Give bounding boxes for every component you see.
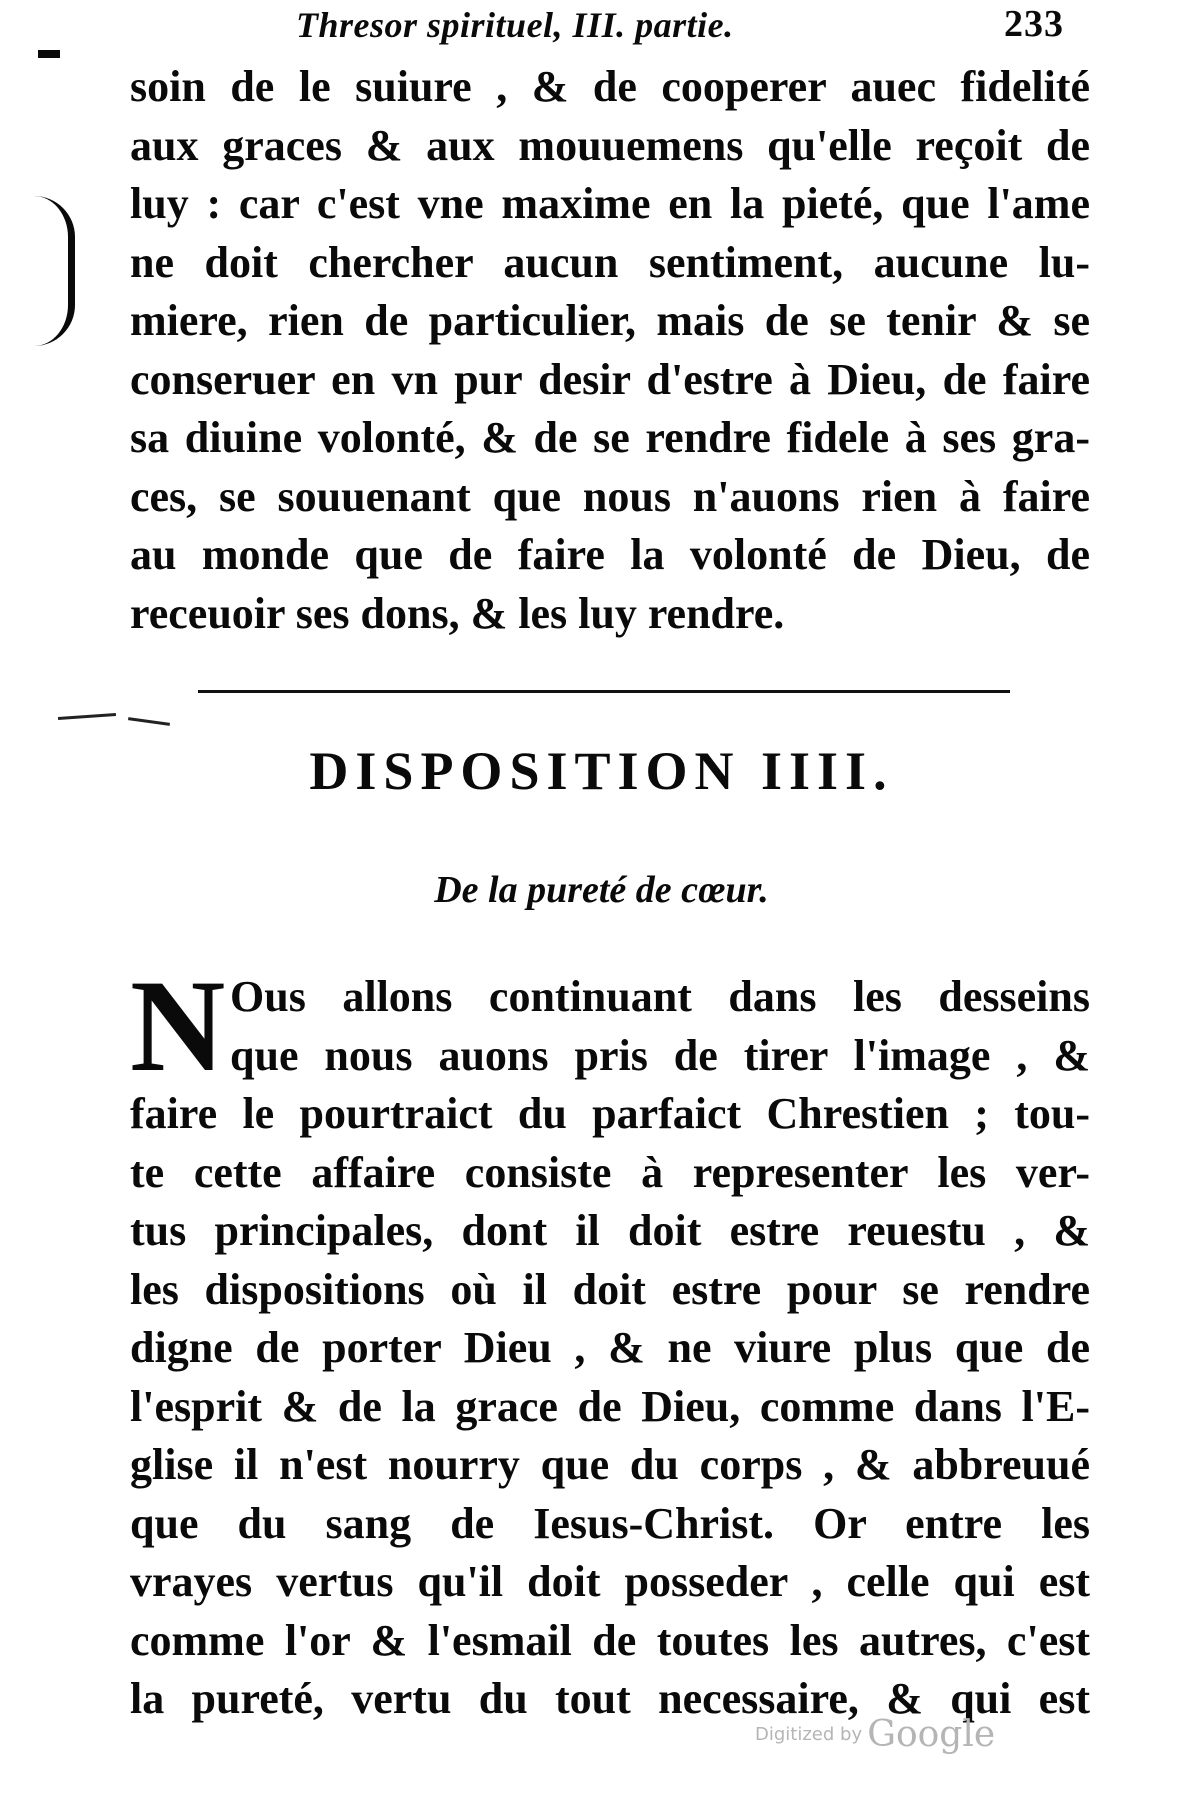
- text-line: receuoir ses dons, & les luy rendre.: [130, 588, 785, 638]
- text-line: sa diuine volonté, & de se rendre fidele à ses gra-: [130, 413, 1090, 462]
- text-line: vrayes vertus qu'il doit posseder , celle qui est: [130, 1557, 1090, 1606]
- text-line: te cette affaire consiste à representer les ver-: [130, 1147, 1090, 1197]
- section-heading: DISPOSITION IIII.: [309, 741, 894, 801]
- text-line: ne doit chercher aucun sentiment, aucune lu-: [130, 237, 1090, 287]
- margin-dash-mark: [38, 50, 60, 58]
- text-line: miere, rien de particulier, mais de se tenir & se: [130, 296, 1090, 345]
- section-subheading: De la pureté de cœur.: [434, 869, 769, 911]
- text-line: conseruer en vn pur desir d'estre à Dieu, de faire: [130, 354, 1090, 404]
- text-line: Ous allons continuant dans les desseins: [230, 972, 1090, 1021]
- text-line: que nous auons pris de tirer l'image , &: [230, 1030, 1090, 1080]
- margin-ink-stroke: [128, 717, 170, 726]
- text-line: glise il n'est nourry que du corps , & abbreuué: [130, 1440, 1090, 1489]
- running-title: Thresor spirituel, III. partie.: [296, 5, 734, 45]
- text-line: soin de le suiure , & de cooperer auec fidelité: [130, 62, 1090, 111]
- text-line: au monde que de faire la volonté de Dieu, de: [130, 530, 1090, 579]
- text-line: faire le pourtraict du parfaict Chrestien ; tou-: [130, 1089, 1090, 1138]
- section-divider: [198, 690, 1010, 693]
- text-line: aux graces & aux mouuemens qu'elle reçoit de: [130, 120, 1090, 170]
- digitization-watermark: [755, 1714, 995, 1755]
- margin-bracket-mark: [34, 196, 75, 346]
- page-number: 233: [1004, 3, 1064, 45]
- watermark-brand: Google: [867, 1714, 996, 1755]
- drop-cap: N: [130, 952, 226, 1099]
- text-line: la pureté, vertu du tout necessaire, & qui est: [130, 1674, 1090, 1723]
- text-line: luy : car c'est vne maxime en la pieté, que l'ame: [130, 179, 1090, 228]
- text-line: tus principales, dont il doit estre reuestu , &: [130, 1206, 1090, 1255]
- text-line: comme l'or & l'esmail de toutes les autres, c'est: [130, 1615, 1090, 1665]
- text-line: que du sang de Iesus-Christ. Or entre les: [130, 1498, 1090, 1548]
- text-line: ces, se souuenant que nous n'auons rien à faire: [130, 471, 1090, 521]
- text-line: les dispositions où il doit estre pour se rendre: [130, 1264, 1090, 1314]
- watermark-prefix: Digitized by: [755, 1724, 863, 1745]
- margin-ink-stroke: [58, 713, 116, 720]
- text-line: digne de porter Dieu , & ne viure plus que de: [130, 1323, 1090, 1372]
- main-paragraph: [130, 968, 1090, 1729]
- top-paragraph: [130, 58, 1090, 643]
- text-line: l'esprit & de la grace de Dieu, comme dans l'E-: [130, 1381, 1090, 1431]
